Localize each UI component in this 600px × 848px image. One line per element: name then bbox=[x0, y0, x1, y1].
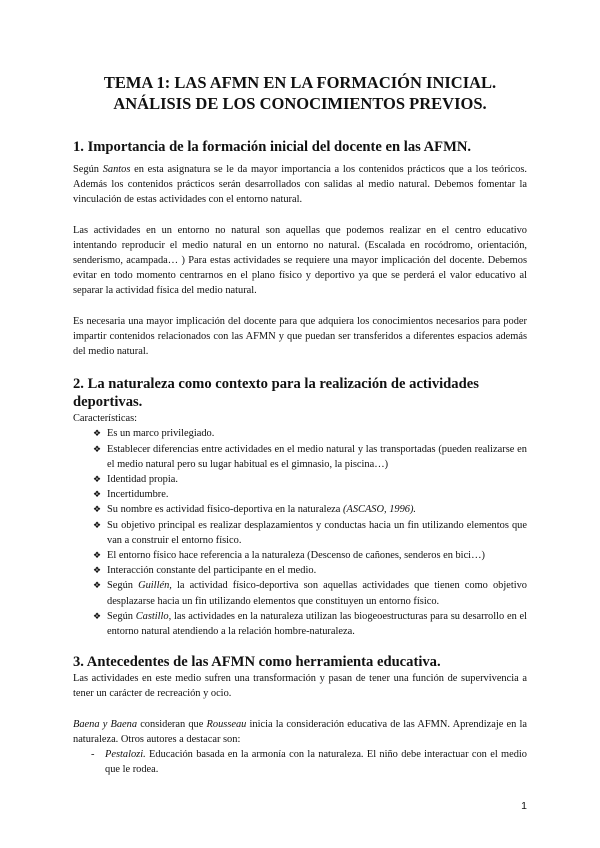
list-item: ❖ Establecer diferencias entre actividades en el medio natural y las transportadas (pueden realizarse en el medio natural pero su lugar habitual es el gimnasio, la piscina…) bbox=[93, 443, 527, 470]
list-item: ❖ Interacción constante del participante en el medio. bbox=[95, 563, 527, 578]
title-line-1: TEMA 1: LAS AFMN EN LA FORMACIÓN INICIAL. bbox=[103, 73, 497, 92]
diamond-bullet-icon: ❖ bbox=[93, 610, 102, 621]
diamond-bullet-icon: ❖ bbox=[93, 443, 102, 454]
diamond-bullet-icon: ❖ bbox=[93, 428, 102, 439]
section-3-paragraph-2: Baena y Baena consideran que Rousseau inicia la consideración educativa de las AFMN. Aprendizaje en la naturaleza. Otros autores a destacar son: bbox=[73, 718, 527, 745]
diamond-bullet-icon: ❖ bbox=[93, 504, 102, 515]
list-item: ❖ Identidad propia. bbox=[95, 472, 527, 487]
title-line-2: ANÁLISIS DE LOS CONOCIMIENTOS PREVIOS. bbox=[113, 94, 487, 113]
author-santos: Santos bbox=[102, 164, 131, 175]
section-3-heading: 3. Antecedentes de las AFMN como herramienta educativa. bbox=[73, 654, 441, 671]
section-3-paragraph-1: Las actividades en este medio sufren una transformación y pasan de tener una función de supervivencia a tener un carácter de recreación y ocio. bbox=[73, 673, 527, 700]
list-item: ❖ Su nombre es actividad físico-deportiva en la naturaleza (ASCASO, 1996). bbox=[95, 502, 527, 517]
list-item: ❖ Según Castillo, las actividades en la naturaleza utilizan las biogeoestructuras para su desarrollo en el entorno natural atendiendo a la relación hombre-naturaleza. bbox=[93, 610, 527, 638]
characteristics-list bbox=[73, 426, 527, 639]
diamond-bullet-icon: ❖ bbox=[93, 474, 102, 485]
section-2-heading: 2. La naturaleza como contexto para la realización de actividades deportivas. bbox=[73, 376, 479, 411]
dash-bullet-icon: - bbox=[91, 749, 95, 761]
document-title bbox=[73, 72, 527, 114]
section-1-paragraph-2: Las actividades en un entorno no natural son aquellas que podemos realizar en el centro educativo intentando reproducir el medio natural en un entorno no natural. (Escalada en rocódromo, orientación, senderismo, acampada… ) Para estas actividades se requiere una mayor implicación del docente. Debemos evitar en todo momento centrarnos en el plano físico y deportivo ya que se perderá el valor educativo al separar la actividad física del medio natural. bbox=[73, 224, 527, 297]
diamond-bullet-icon: ❖ bbox=[93, 580, 102, 591]
page-number: 1 bbox=[521, 800, 527, 812]
section-1-heading: 1. Importancia de la formación inicial del docente en las AFMN. bbox=[73, 139, 472, 155]
section-1-paragraph-1: Según Santos en esta asignatura se le da mayor importancia a los contenidos prácticos que a los teóricos. Además los contenidos prácticos serán desarrollados con salidas al medio natural. Debemos fomentar la vinculación de estas actividades con el entorno natural. bbox=[73, 164, 527, 206]
diamond-bullet-icon: ❖ bbox=[93, 550, 102, 561]
list-item: ❖ El entorno físico hace referencia a la naturaleza (Descenso de cañones, senderos en bici…) bbox=[95, 548, 527, 563]
list-item: ❖ Según Guillén, la actividad físico-deportiva son aquellas actividades que tienen como objetivo desplazarse hacia un fin utilizando elementos que constituyen un entorno físico. bbox=[93, 580, 528, 607]
list-item: ❖ Incertidumbre. bbox=[95, 487, 527, 502]
diamond-bullet-icon: ❖ bbox=[93, 489, 102, 500]
list-item: - Pestalozi. Educación basada en la armonía con la naturaleza. El niño debe interactuar con el medio que le rodea. bbox=[91, 749, 527, 776]
section-1-paragraph-3: Es necesaria una mayor implicación del docente para que adquiera los conocimientos necesarios para poder impartir contenidos relacionados con las AFMN y que puedan ser transferidos a diferentes espacios además del medio natural. bbox=[73, 315, 527, 358]
list-item: ❖ Es un marco privilegiado. bbox=[95, 426, 527, 441]
authors-list bbox=[73, 747, 527, 777]
list-item: ❖ Su objetivo principal es realizar desplazamientos y conductas hacia un fin utilizando elementos que van a construir el entorno físico. bbox=[93, 519, 527, 546]
diamond-bullet-icon: ❖ bbox=[93, 519, 102, 530]
diamond-bullet-icon: ❖ bbox=[93, 565, 102, 576]
section-2-intro: Características: bbox=[73, 413, 138, 425]
